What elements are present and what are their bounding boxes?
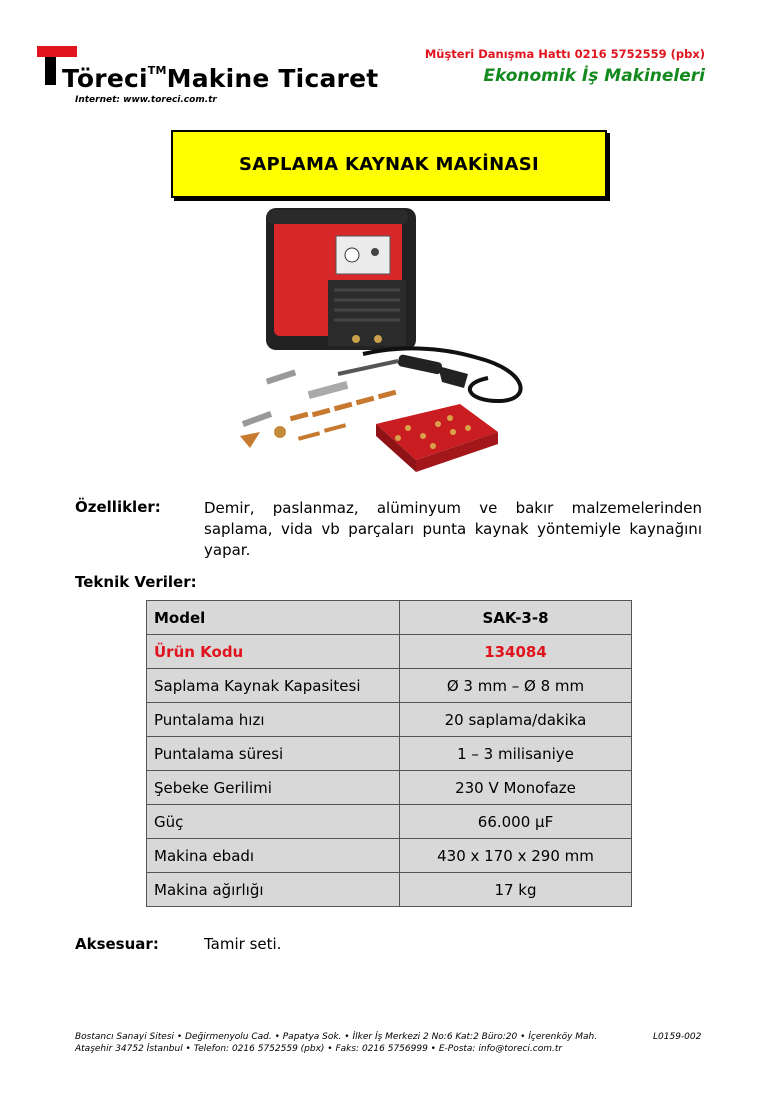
- hotline-text: Müşteri Danışma Hattı 0216 5752559 (pbx): [424, 47, 705, 61]
- spec-value: 1 – 3 milisaniye: [400, 737, 632, 771]
- page-title: SAPLAMA KAYNAK MAKİNASI: [238, 153, 540, 175]
- spec-name: Şebeke Gerilimi: [147, 771, 400, 805]
- footer-contact: Ataşehir 34752 İstanbul • Telefon: 0216 5752559 (pbx) • Faks: 0216 5756999 • E-Posta: info@toreci.com.tr: [75, 1044, 563, 1054]
- spec-value: 17 kg: [400, 873, 632, 907]
- parts-case-icon: [376, 404, 498, 472]
- spec-value: 430 x 170 x 290 mm: [400, 839, 632, 873]
- spec-value: 66.000 µF: [400, 805, 632, 839]
- welding-machine-icon: [266, 208, 416, 350]
- spec-value: 134084: [400, 635, 632, 669]
- document-number: L0159-002: [653, 1032, 702, 1042]
- table-row: [147, 601, 632, 635]
- features-text: Demir, paslanmaz, alüminyum ve bakır malzemelerinden saplama, vida vb parçaları punta kaynak yöntemiyle kaynağını yapar.: [204, 499, 702, 559]
- table-row: [147, 771, 632, 805]
- table-row: [147, 839, 632, 873]
- spec-value: SAK-3-8: [400, 601, 632, 635]
- spec-value: 230 V Monofaze: [400, 771, 632, 805]
- table-row: [147, 805, 632, 839]
- accessories-label: Aksesuar:: [75, 935, 159, 953]
- welding-gun-icon: [338, 348, 521, 401]
- table-row: [147, 737, 632, 771]
- spec-name: Puntalama hızı: [147, 703, 400, 737]
- spec-name: Saplama Kaynak Kapasitesi: [147, 669, 400, 703]
- table-row: [147, 703, 632, 737]
- slogan-text: Ekonomik İş Makineleri: [483, 66, 705, 86]
- spec-name: Puntalama süresi: [147, 737, 400, 771]
- title-box: [171, 130, 607, 198]
- spec-name: Ürün Kodu: [147, 635, 400, 669]
- table-row: [147, 669, 632, 703]
- table-row: [147, 635, 632, 669]
- spec-value: 20 saplama/dakika: [400, 703, 632, 737]
- features-label: Özellikler:: [75, 498, 161, 516]
- accessory-tools-icon: [240, 370, 396, 448]
- spec-table: [146, 600, 632, 907]
- accessories-text: Tamir seti.: [204, 935, 282, 953]
- footer-address: Bostancı Sanayi Sitesi • Değirmenyolu Cad. • Papatya Sok. • İlker İş Merkezi 2 No:6 Kat:2 Büro:20 • İçerenköy Mah.: [75, 1032, 598, 1042]
- welding-machine-illustration: [228, 196, 548, 496]
- spec-name: Makina ebadı: [147, 839, 400, 873]
- technical-data-label: Teknik Veriler:: [75, 573, 197, 591]
- spec-name: Güç: [147, 805, 400, 839]
- brand-name: Töreci™Makine Ticaret: [62, 63, 379, 93]
- spec-name: Makina ağırlığı: [147, 873, 400, 907]
- website-text: Internet: www.toreci.com.tr: [75, 95, 217, 105]
- table-row: [147, 873, 632, 907]
- spec-value: Ø 3 mm – Ø 8 mm: [400, 669, 632, 703]
- spec-name: Model: [147, 601, 400, 635]
